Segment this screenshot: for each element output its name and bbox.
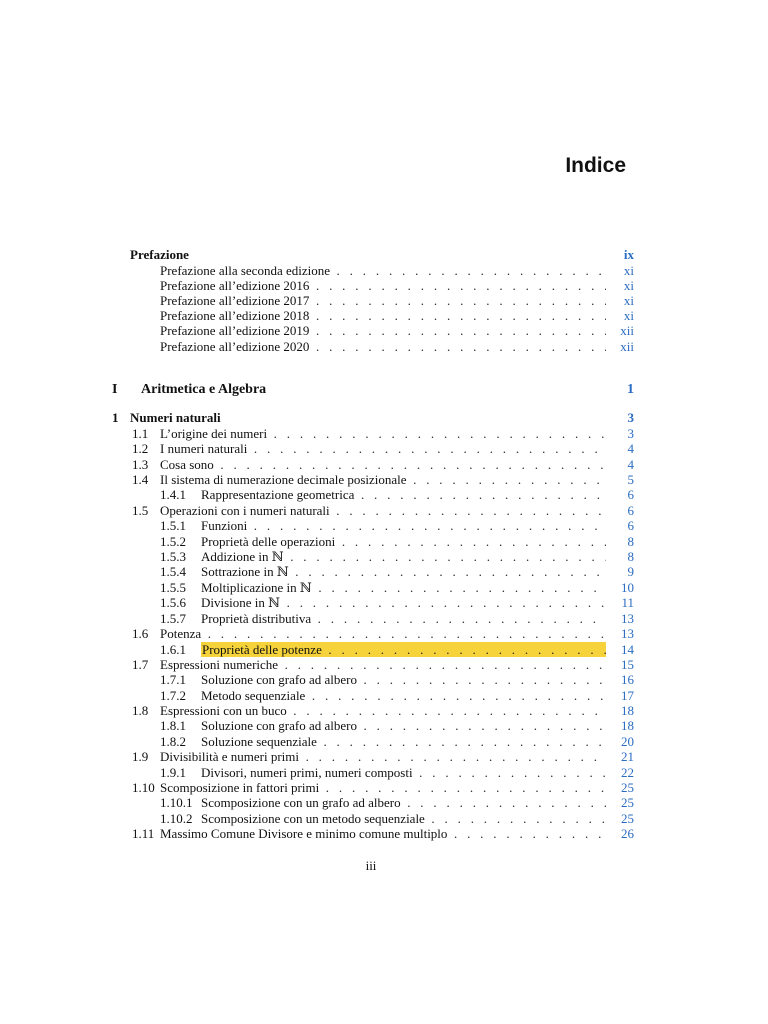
toc-entry-page-link[interactable]: 3 bbox=[627, 426, 634, 441]
toc-entry[interactable] bbox=[112, 626, 634, 642]
toc-entry[interactable] bbox=[112, 339, 634, 355]
toc-entry-number: 1.2 bbox=[132, 441, 149, 456]
toc-entry-number: 1.1 bbox=[132, 426, 149, 441]
toc-entry-title[interactable]: Espressioni con un buco . . . bbox=[160, 703, 606, 718]
toc-entry-title-highlighted[interactable]: Proprietà delle potenze . . . bbox=[201, 642, 606, 657]
toc-entry-title[interactable]: Espressioni numeriche . . . bbox=[160, 657, 606, 672]
toc-entry-title[interactable]: Soluzione sequenziale . . . bbox=[201, 734, 606, 749]
toc-entry[interactable] bbox=[112, 308, 634, 324]
toc-entry-title[interactable]: Scomposizione con un metodo sequenziale . . . bbox=[201, 811, 606, 826]
toc-entry-title[interactable]: L’origine dei numeri . . . bbox=[160, 426, 606, 441]
toc-entry-page-link[interactable]: xi bbox=[623, 293, 634, 308]
toc-entry-title[interactable]: Massimo Comune Divisore e minimo comune multiplo . . . bbox=[160, 826, 606, 841]
toc-entry-page-link[interactable]: 22 bbox=[621, 765, 634, 780]
toc-entry-number: 1.7 bbox=[132, 657, 149, 672]
toc-entry-number: 1.5.3 bbox=[160, 549, 186, 564]
toc-entry-title[interactable]: Prefazione all’edizione 2019 . . . bbox=[160, 323, 606, 338]
toc-entry-number: 1.3 bbox=[132, 457, 149, 472]
toc-entry[interactable] bbox=[112, 503, 634, 519]
toc-entry-number: 1.5 bbox=[132, 503, 149, 518]
toc-entry[interactable] bbox=[112, 780, 634, 796]
toc-entry[interactable] bbox=[112, 426, 634, 442]
toc-entry-number: 1.8 bbox=[132, 703, 149, 718]
toc-entry-page-link[interactable]: 8 bbox=[627, 549, 634, 564]
toc-entry-page-link[interactable]: 10 bbox=[621, 580, 634, 595]
toc-entry-title[interactable]: Soluzione con grafo ad albero . . . bbox=[201, 718, 606, 733]
toc-entry-number: 1.7.1 bbox=[160, 672, 186, 687]
toc-entry[interactable] bbox=[112, 323, 634, 339]
toc-entry-page-link[interactable]: xii bbox=[620, 339, 634, 354]
toc-entry-page-link[interactable]: 21 bbox=[621, 749, 634, 764]
toc-entry[interactable] bbox=[112, 534, 634, 550]
toc-entry[interactable] bbox=[112, 672, 634, 688]
toc-entry-number: 1 bbox=[112, 410, 119, 425]
toc-entry-title[interactable]: Numeri naturali bbox=[130, 410, 225, 425]
toc-entry[interactable] bbox=[112, 734, 634, 750]
toc-entry[interactable] bbox=[112, 564, 634, 580]
toc-entry-number: 1.5.1 bbox=[160, 518, 186, 533]
toc-entry[interactable] bbox=[112, 457, 634, 473]
toc-entry-page-link[interactable]: 20 bbox=[621, 734, 634, 749]
toc-entry-title[interactable]: Aritmetica e Algebra bbox=[141, 382, 270, 397]
toc-entry-page-link[interactable]: xi bbox=[623, 308, 634, 323]
toc-entry-page-link[interactable]: 9 bbox=[627, 564, 634, 579]
toc-entry-title[interactable]: Moltiplicazione in ℕ . . . bbox=[201, 580, 606, 595]
page-title: Indice bbox=[565, 154, 626, 177]
toc-entry[interactable] bbox=[112, 382, 634, 398]
toc-entry[interactable] bbox=[112, 765, 634, 781]
toc-entry-number: 1.11 bbox=[132, 826, 155, 841]
toc-entry-page-link[interactable]: 25 bbox=[621, 780, 634, 795]
toc-entry-page-link[interactable]: 6 bbox=[627, 503, 634, 518]
toc-entry-number: 1.6 bbox=[132, 626, 149, 641]
toc-entry-number: 1.9.1 bbox=[160, 765, 186, 780]
toc-entry-page-link[interactable]: 17 bbox=[621, 688, 634, 703]
toc-entry-title[interactable]: Prefazione all’edizione 2020 . . . bbox=[160, 339, 606, 354]
toc-entry-number: 1.4 bbox=[132, 472, 149, 487]
toc-entry[interactable] bbox=[112, 293, 634, 309]
toc-entry-page-link[interactable]: 26 bbox=[621, 826, 634, 841]
toc-entry-page-link[interactable]: 13 bbox=[621, 611, 634, 626]
toc-entry-title[interactable]: Funzioni . . . bbox=[201, 518, 606, 533]
toc-entry-page-link[interactable]: 16 bbox=[621, 672, 634, 687]
footer-page-number: iii bbox=[365, 858, 377, 873]
toc-entry[interactable] bbox=[112, 580, 634, 596]
toc-entry-number: 1.10.1 bbox=[160, 795, 193, 810]
toc-entry-title[interactable]: Potenza . . . bbox=[160, 626, 606, 641]
toc-entry[interactable] bbox=[112, 278, 634, 294]
toc-entry-title[interactable]: Prefazione all’edizione 2018 . . . bbox=[160, 308, 606, 323]
toc-entry-page-link[interactable]: xi bbox=[623, 263, 634, 278]
toc-entry-title[interactable]: Prefazione alla seconda edizione . . . bbox=[160, 263, 606, 278]
toc-entry[interactable] bbox=[112, 595, 634, 611]
toc-entry-number: 1.8.1 bbox=[160, 718, 186, 733]
toc-entry-title[interactable]: Rappresentazione geometrica . . . bbox=[201, 487, 606, 502]
toc-entry-title[interactable]: Divisori, numeri primi, numeri composti . . . bbox=[201, 765, 606, 780]
toc-entry[interactable] bbox=[112, 247, 634, 263]
toc-entry-number: 1.5.7 bbox=[160, 611, 186, 626]
toc-entry-number: I bbox=[112, 382, 118, 397]
toc-entry-number: 1.5.5 bbox=[160, 580, 186, 595]
toc-entry-number: 1.10 bbox=[132, 780, 155, 795]
toc-entry-page-link[interactable]: 5 bbox=[627, 472, 634, 487]
toc-entry-title[interactable]: Prefazione bbox=[130, 247, 193, 262]
toc-entry-title[interactable]: Operazioni con i numeri naturali . . . bbox=[160, 503, 606, 518]
toc-entry[interactable] bbox=[112, 642, 634, 658]
toc-entry-title[interactable]: Prefazione all’edizione 2016 . . . bbox=[160, 278, 606, 293]
toc-entry-number: 1.5.2 bbox=[160, 534, 186, 549]
toc-entry-title[interactable]: Soluzione con grafo ad albero . . . bbox=[201, 672, 606, 687]
toc-entry-page-link[interactable]: xi bbox=[623, 278, 634, 293]
toc-entry-page-link[interactable]: 6 bbox=[627, 487, 634, 502]
toc-entry[interactable] bbox=[112, 472, 634, 488]
toc-entry-title[interactable]: Proprietà delle operazioni . . . bbox=[201, 534, 606, 549]
toc-entry[interactable] bbox=[112, 410, 634, 426]
toc-entry[interactable] bbox=[112, 688, 634, 704]
toc-entry-page-link[interactable]: 1 bbox=[627, 382, 634, 397]
toc-entry-number: 1.10.2 bbox=[160, 811, 193, 826]
toc-entry-title[interactable]: Scomposizione con un grafo ad albero . . . bbox=[201, 795, 606, 810]
toc-entry-title[interactable]: Divisione in ℕ . . . bbox=[201, 595, 606, 610]
toc-entry-page-link[interactable]: 18 bbox=[621, 703, 634, 718]
toc-entry[interactable] bbox=[112, 441, 634, 457]
toc-entry-page-link[interactable]: 15 bbox=[621, 657, 634, 672]
toc-entry-page-link[interactable]: 3 bbox=[627, 410, 634, 425]
toc-entry-page-link[interactable]: 4 bbox=[627, 441, 634, 456]
toc-entry-number: 1.9 bbox=[132, 749, 149, 764]
toc-entry-title[interactable]: Divisibilità e numeri primi . . . bbox=[160, 749, 606, 764]
toc-entry-page-link[interactable]: ix bbox=[623, 247, 634, 262]
toc-entry[interactable] bbox=[112, 795, 634, 811]
toc-entry-number: 1.8.2 bbox=[160, 734, 186, 749]
toc-entry[interactable] bbox=[112, 263, 634, 279]
toc-entry[interactable] bbox=[112, 487, 634, 503]
toc-entry-page-link[interactable]: 6 bbox=[627, 518, 634, 533]
toc-entry-page-link[interactable]: 8 bbox=[627, 534, 634, 549]
toc-entry[interactable] bbox=[112, 718, 634, 734]
toc-entry[interactable] bbox=[112, 826, 634, 842]
toc-entry-title[interactable]: Scomposizione in fattori primi . . . bbox=[160, 780, 606, 795]
toc-entry-title[interactable]: I numeri naturali . . . bbox=[160, 441, 606, 456]
toc-entry-page-link[interactable]: 18 bbox=[621, 718, 634, 733]
toc-entry[interactable] bbox=[112, 611, 634, 627]
toc-entry-page-link[interactable]: xii bbox=[620, 323, 634, 338]
toc-entry-title[interactable]: Cosa sono . . . bbox=[160, 457, 606, 472]
toc-entry-title[interactable]: Addizione in ℕ . . . bbox=[201, 549, 606, 564]
toc-entry[interactable] bbox=[112, 703, 634, 719]
toc-entry-title[interactable]: Prefazione all’edizione 2017 . . . bbox=[160, 293, 606, 308]
toc-entry-page-link[interactable]: 13 bbox=[621, 626, 634, 641]
toc-entry[interactable] bbox=[112, 749, 634, 765]
toc-entry-page-link[interactable]: 25 bbox=[621, 795, 634, 810]
toc-entry-title[interactable]: Metodo sequenziale . . . bbox=[201, 688, 606, 703]
toc-entry-page-link[interactable]: 14 bbox=[621, 642, 634, 657]
toc-entry-number: 1.5.4 bbox=[160, 564, 186, 579]
toc-entry-number: 1.4.1 bbox=[160, 487, 186, 502]
toc-entry-number: 1.7.2 bbox=[160, 688, 186, 703]
toc-entry-page-link[interactable]: 11 bbox=[621, 595, 634, 610]
toc-entry[interactable] bbox=[112, 549, 634, 565]
toc-entry-title[interactable]: Sottrazione in ℕ . . . bbox=[201, 564, 606, 579]
toc-entry-page-link[interactable]: 4 bbox=[627, 457, 634, 472]
toc-entry-title[interactable]: Il sistema di numerazione decimale posizionale . . . bbox=[160, 472, 606, 487]
toc-entry[interactable] bbox=[112, 657, 634, 673]
toc-entry-number: 1.5.6 bbox=[160, 595, 186, 610]
toc-entry-title[interactable]: Proprietà distributiva . . . bbox=[201, 611, 606, 626]
toc-entry[interactable] bbox=[112, 518, 634, 534]
toc-entry[interactable] bbox=[112, 811, 634, 827]
toc-entry-number: 1.6.1 bbox=[160, 642, 186, 657]
toc-entry-page-link[interactable]: 25 bbox=[621, 811, 634, 826]
